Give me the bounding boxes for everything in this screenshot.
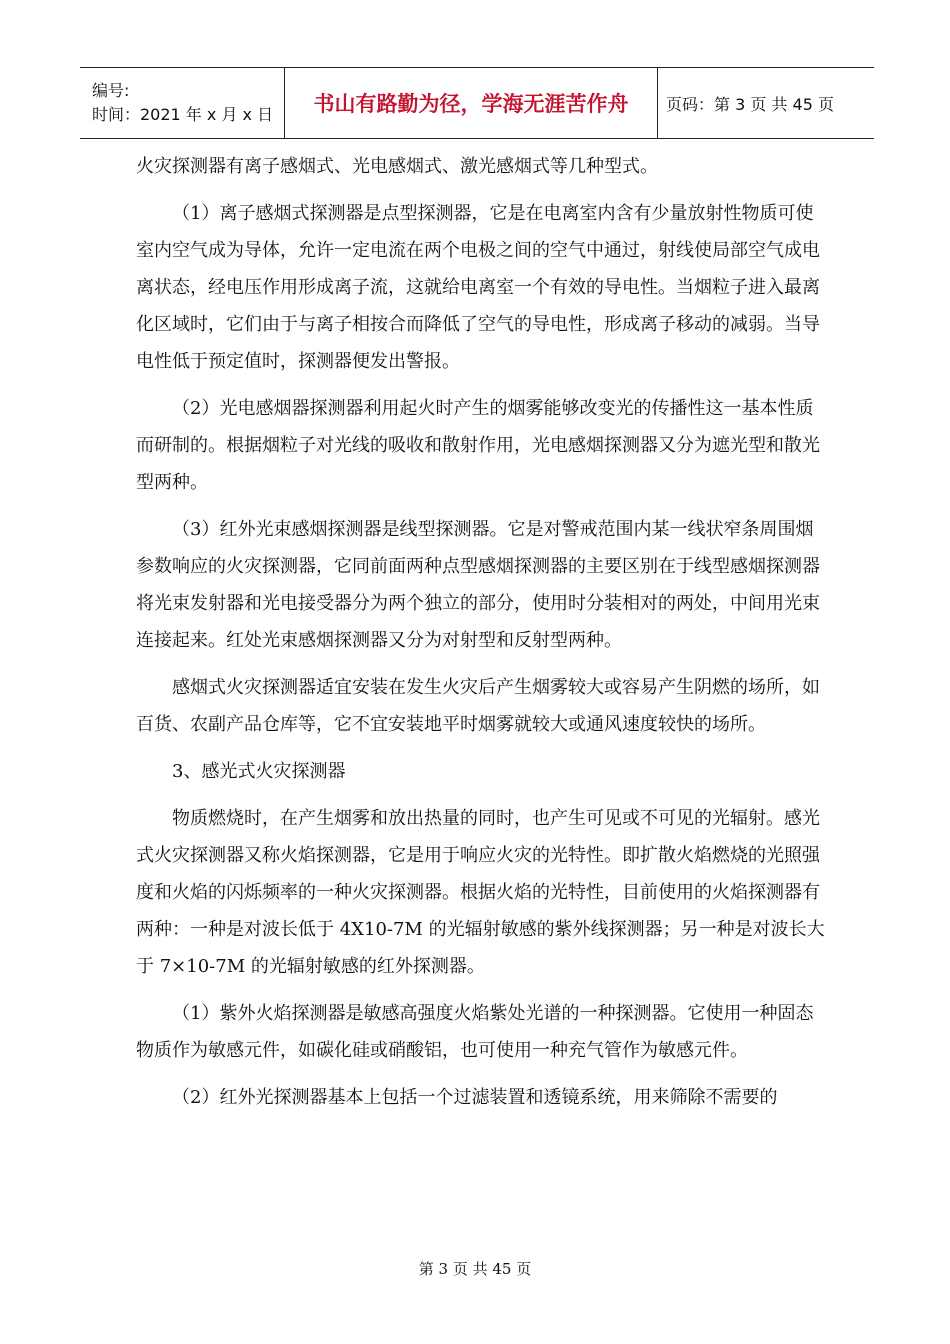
- page-footer: 第 3 页 共 45 页: [418, 1260, 532, 1278]
- page-header: [80, 67, 874, 139]
- intro-paragraph: 火灾探测器有离子感烟式、光电感烟式、激光感烟式等几种型式。: [136, 156, 658, 177]
- section-heading: 3、感光式火灾探测器: [172, 761, 346, 782]
- header-motto: 书山有路勤为径，学海无涯苦作舟: [285, 68, 658, 138]
- photoelectric-smoke-detector-paragraph: （2）光电感烟器探测器利用起火时产生的烟雾能够改变光的传播性这一基本性质而研制的。根据烟粒子对光线的吸收和散射作用，光电感烟探测器又分为遮光型和散光型两种。: [136, 398, 820, 493]
- document-date: 时间：2021 年 x 月 x 日: [92, 105, 274, 124]
- header-page-info: 页码：第 3 页 共 45 页: [666, 94, 834, 114]
- flame-detector-intro-paragraph: 物质燃烧时，在产生烟雾和放出热量的同时，也产生可见或不可见的光辐射。感光式火灾探测器又称火焰探测器，它是用于响应火灾的光特性。即扩散火焰燃烧的光照强度和火焰的闪烁频率的一种火灾探测器。根据火焰的光特性，目前使用的火焰探测器有两种：一种是对波长低于 4X10-7M 的光辐射敏感的紫外线探测器；另一种是对波长大于 7×10-7M 的光辐射敏感的红外探测器。: [136, 808, 825, 977]
- header-meta: [80, 68, 285, 138]
- document-body: [136, 148, 826, 1116]
- smoke-detector-usage-paragraph: 感烟式火灾探测器适宜安装在发生火灾后产生烟雾较大或容易产生阴燃的场所，如百货、农副产品仓库等，它不宜安装地平时烟雾就较大或通风速度较快的场所。: [136, 677, 820, 735]
- ir-flame-detector-paragraph: （2）红外光探测器基本上包括一个过滤装置和透镜系统，用来筛除不需要的: [172, 1087, 778, 1108]
- ion-smoke-detector-paragraph: （1）离子感烟式探测器是点型探测器，它是在电离室内含有少量放射性物质可使室内空气成为导体，允许一定电流在两个电极之间的空气中通过，射线使局部空气成电离状态，经电压作用形成离子流，这就给电离室一个有效的导电性。当烟粒子进入最离化区域时，它们由于与离子相按合而降低了空气的导电性，形成离子移动的减弱。当导电性低于预定值时，探测器便发出警报。: [136, 203, 820, 372]
- uv-flame-detector-paragraph: （1）紫外火焰探测器是敏感高强度火焰紫处光谱的一种探测器。它使用一种固态物质作为敏感元件，如碳化硅或硝酸铝，也可使用一种充气管作为敏感元件。: [136, 1003, 814, 1061]
- infrared-beam-detector-paragraph: （3）红外光束感烟探测器是线型探测器。它是对警戒范围内某一线状窄条周围烟参数响应的火灾探测器，它同前面两种点型感烟探测器的主要区别在于线型感烟探测器将光束发射器和光电接受器分为两个独立的部分，使用时分装相对的两处，中间用光束连接起来。红处光束感烟探测器又分为对射型和反射型两种。: [136, 519, 820, 651]
- document-number-label: 编号:: [92, 81, 130, 100]
